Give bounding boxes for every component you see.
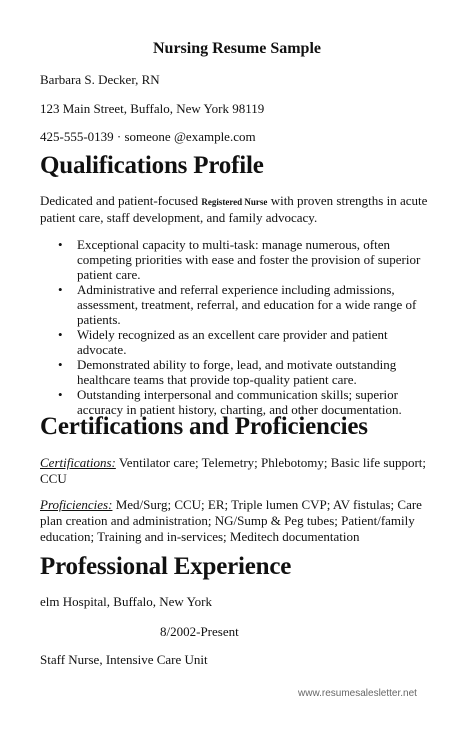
contact-address: 123 Main Street, Buffalo, New York 98119 — [40, 101, 265, 116]
certifications-label: Certifications: — [40, 455, 116, 470]
bullet-icon: • — [58, 327, 63, 342]
list-item — [40, 357, 440, 387]
document-title: Nursing Resume Sample — [152, 40, 321, 57]
list-item-text: Outstanding interpersonal and communication skills; superior accuracy in patient history, charting, and other documentation. — [77, 387, 402, 417]
qualifications-list — [40, 237, 440, 417]
experience-employer: elm Hospital, Buffalo, New York — [40, 594, 213, 609]
experience-dates: 8/2002-Present — [160, 624, 239, 639]
website-watermark: www.resumesalesletter.net — [298, 688, 417, 699]
qualifications-heading: Qualifications Profile — [40, 152, 264, 179]
list-item — [40, 237, 440, 282]
experience-heading: Professional Experience — [40, 553, 292, 580]
certifications-text: Ventilator care; Telemetry; Phlebotomy; Basic life support; CCU — [40, 455, 427, 486]
list-item-text: Demonstrated ability to forge, lead, and motivate outstanding healthcare teams that provide top-quality patient care. — [77, 357, 397, 387]
qualifications-summary — [40, 193, 440, 226]
certifications-paragraph — [40, 455, 440, 487]
bullet-icon: • — [58, 282, 63, 297]
bullet-icon: • — [58, 237, 63, 252]
list-item-text: Exceptional capacity to multi-task: manage numerous, often competing priorities with ease and foster the provision of superior patient care. — [77, 237, 421, 282]
contact-phone-email: 425-555-0139 · someone @example.com — [40, 129, 256, 144]
proficiencies-text: Med/Surg; CCU; ER; Triple lumen CVP; AV fistulas; Care plan creation and administration; NG/Sump & Peg tubes; Patient/family education; Training and in-services; Meditech documentation — [40, 497, 422, 544]
summary-lead: Dedicated and patient-focused — [40, 193, 202, 208]
bullet-icon: • — [58, 387, 63, 402]
contact-name: Barbara S. Decker, RN — [40, 72, 160, 87]
summary-role-tag: Registered Nurse — [201, 197, 268, 207]
list-item — [40, 327, 440, 357]
bullet-icon: • — [58, 357, 63, 372]
proficiencies-label: Proficiencies: — [40, 497, 113, 512]
list-item — [40, 282, 440, 327]
certifications-heading: Certifications and Proficiencies — [40, 413, 368, 440]
proficiencies-paragraph — [40, 497, 440, 545]
list-item-text: Administrative and referral experience including admissions, assessment, treatment, referral, and education for a wide range of patients. — [77, 282, 417, 327]
summary-rest: with proven strengths in acute patient care, staff development, and family advocacy. — [40, 193, 428, 225]
experience-role: Staff Nurse, Intensive Care Unit — [40, 652, 208, 667]
list-item-text: Widely recognized as an excellent care provider and patient advocate. — [77, 327, 388, 357]
